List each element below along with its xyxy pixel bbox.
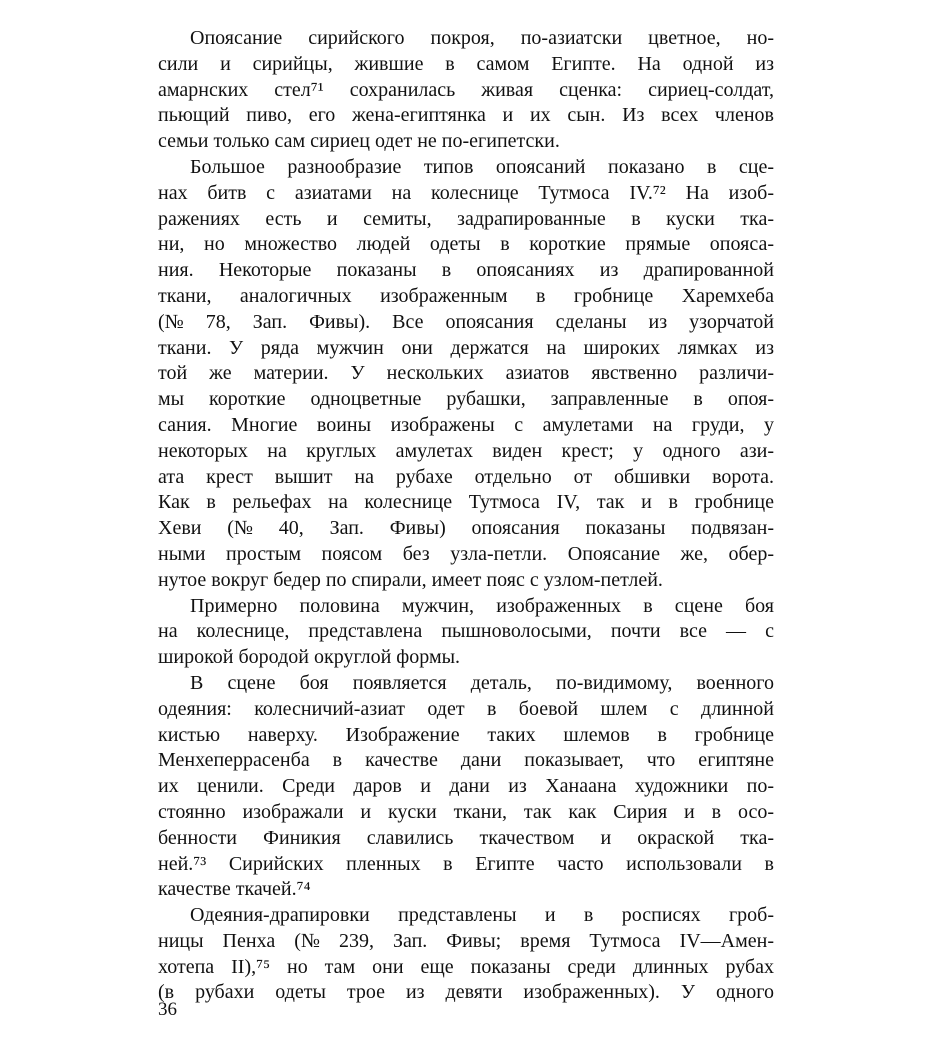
text-line: нутое вокруг бедер по спирали, имеет пояс с узлом-петлей. <box>158 568 663 591</box>
text-line: качестве ткачей.⁷⁴ <box>158 878 311 901</box>
paragraph <box>158 594 774 671</box>
text-line: Как в рельефах на колеснице Тутмоса IV, так и в гробнице <box>158 491 774 514</box>
text-line: бенности Финикия славились ткачеством и окраской тка- <box>158 826 774 849</box>
text-line: стоянно изображали и куски ткани, так как Сирия и в осо- <box>158 800 774 823</box>
text-line: Менхеперрасенба в качестве дани показывает, что египтяне <box>158 749 774 772</box>
text-line: Хеви (№ 40, Зап. Фивы) опоясания показаны подвязан- <box>158 517 774 540</box>
text-line: Опоясание сирийского покроя, по-азиатски цветное, но- <box>190 27 774 49</box>
text-line: (в рубахи одеты трое из девяти изображенных). У одного <box>158 981 774 1004</box>
text-line: Большое разнообразие типов опоясаний показано в сце- <box>190 155 774 178</box>
text-line: пьющий пиво, его жена-египтянка и их сын. Из всех членов <box>158 104 774 127</box>
text-line: той же материи. У нескольких азиатов явственно различи- <box>158 362 774 385</box>
text-line: одеяния: колесничий-азиат одет в боевой шлем с длинной <box>158 697 774 720</box>
text-line: (№ 78, Зап. Фивы). Все опоясания сделаны из узорчатой <box>158 310 774 333</box>
text-line: ражениях есть и семиты, задрапированные в куски тка- <box>158 207 774 230</box>
text-line: ткани. У ряда мужчин они держатся на широких лямках из <box>158 336 774 359</box>
text-line: кистью наверху. Изображение таких шлемов в гробнице <box>158 723 774 746</box>
text-line: ния. Некоторые показаны в опоясаниях из драпированной <box>158 259 774 282</box>
text-line: ткани, аналогичных изображенным в гробнице Харемхеба <box>158 284 774 307</box>
text-line: нах битв с азиатами на колеснице Тутмоса IV.⁷² На изоб- <box>158 181 774 204</box>
text-line: ными простым поясом без узла-петли. Опоясание же, обер- <box>158 542 774 565</box>
paragraph <box>158 671 774 903</box>
text-line: Одеяния-драпировки представлены и в росписях гроб- <box>190 904 774 927</box>
paragraph <box>158 155 774 594</box>
text-line: амарнских стел⁷¹ сохранилась живая сценка: сириец-солдат, <box>158 78 774 101</box>
page-number: 36 <box>158 999 177 1020</box>
text-line: ней.⁷³ Сирийских пленных в Египте часто использовали в <box>158 852 774 875</box>
paragraph <box>158 26 774 155</box>
text-line: сили и сирийцы, жившие в самом Египте. На одной из <box>158 52 774 75</box>
text-line: ницы Пенха (№ 239, Зап. Фивы; время Тутмоса IV—Амен- <box>158 929 774 952</box>
text-line: семьи только сам сириец одет не по-египетски. <box>158 130 560 153</box>
text-page <box>158 26 774 1006</box>
text-line: широкой бородой округлой формы. <box>158 646 461 669</box>
text-line: на колеснице, представлена пышноволосыми, почти все — с <box>158 620 774 643</box>
text-line: их ценили. Среди даров и дани из Ханаана художники по- <box>158 775 774 798</box>
text-line: В сцене боя появляется деталь, по-видимому, военного <box>190 671 774 694</box>
paragraph <box>158 903 774 1006</box>
text-line: ни, но множество людей одеты в короткие прямые опояса- <box>158 233 774 256</box>
text-line: Примерно половина мужчин, изображенных в сцене боя <box>190 594 774 617</box>
text-line: мы короткие одноцветные рубашки, заправленные в опоя- <box>158 388 774 411</box>
text-line: некоторых на круглых амулетах виден крест; у одного ази- <box>158 439 774 462</box>
text-line: хотепа II),⁷⁵ но там они еще показаны среди длинных рубах <box>158 955 774 978</box>
text-line: сания. Многие воины изображены с амулетами на груди, у <box>158 413 774 436</box>
text-line: ата крест вышит на рубахе отдельно от обшивки ворота. <box>158 465 774 488</box>
